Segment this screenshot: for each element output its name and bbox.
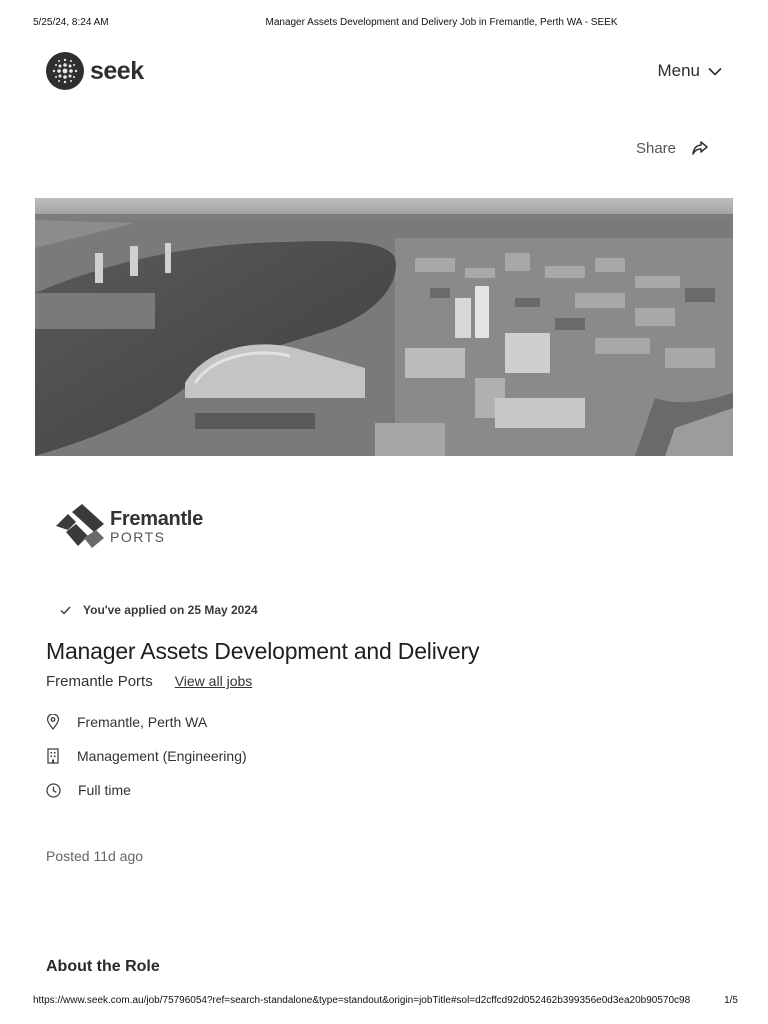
section-heading-about-role: About the Role — [46, 958, 160, 975]
employer-row — [46, 673, 252, 690]
chevron-down-icon — [708, 67, 722, 76]
posted-date: Posted 11d ago — [46, 848, 144, 864]
print-header — [0, 17, 768, 31]
print-datetime: 5/25/24, 8:24 AM — [33, 17, 109, 28]
company-logo-sub: PORTS — [110, 528, 166, 545]
seek-logo-icon — [46, 52, 84, 90]
application-status — [60, 603, 258, 617]
fremantle-ports-logo-icon — [54, 502, 106, 550]
check-icon — [60, 606, 71, 615]
job-classification-text: Management (Engineering) — [77, 748, 247, 764]
location-pin-icon — [46, 714, 60, 730]
seek-logo-text: seek — [90, 56, 144, 85]
print-url: https://www.seek.com.au/job/75796054?ref=search-standalone&type=standout&origin=jobTitle#sol=d2cffcd92d052462b399356e0d3ea20b90570c98 — [33, 995, 691, 1006]
employer-name: Fremantle Ports — [46, 673, 153, 690]
view-all-jobs-link[interactable]: View all jobs — [174, 673, 253, 689]
print-page-number: 1/5 — [724, 995, 738, 1006]
share-button[interactable] — [636, 138, 708, 158]
job-classification — [46, 748, 247, 764]
menu-button[interactable] — [657, 60, 722, 82]
job-location — [46, 714, 207, 730]
share-icon — [692, 141, 708, 155]
banner-image — [35, 198, 733, 456]
print-footer — [0, 995, 768, 1009]
company-logo — [54, 502, 203, 550]
building-icon — [46, 748, 60, 764]
job-location-text: Fremantle, Perth WA — [77, 714, 208, 730]
print-page-title: Manager Assets Development and Delivery Job in Fremantle, Perth WA - SEEK — [265, 17, 618, 28]
clock-icon — [46, 783, 61, 798]
job-title: Manager Assets Development and Delivery — [46, 638, 480, 664]
company-logo-name: Fremantle — [110, 507, 203, 530]
application-status-text: You've applied on 25 May 2024 — [83, 603, 258, 617]
job-work-type-text: Full time — [78, 782, 131, 798]
menu-label: Menu — [657, 61, 700, 80]
share-label: Share — [635, 139, 676, 157]
job-work-type — [46, 782, 131, 798]
seek-logo[interactable] — [46, 51, 144, 91]
